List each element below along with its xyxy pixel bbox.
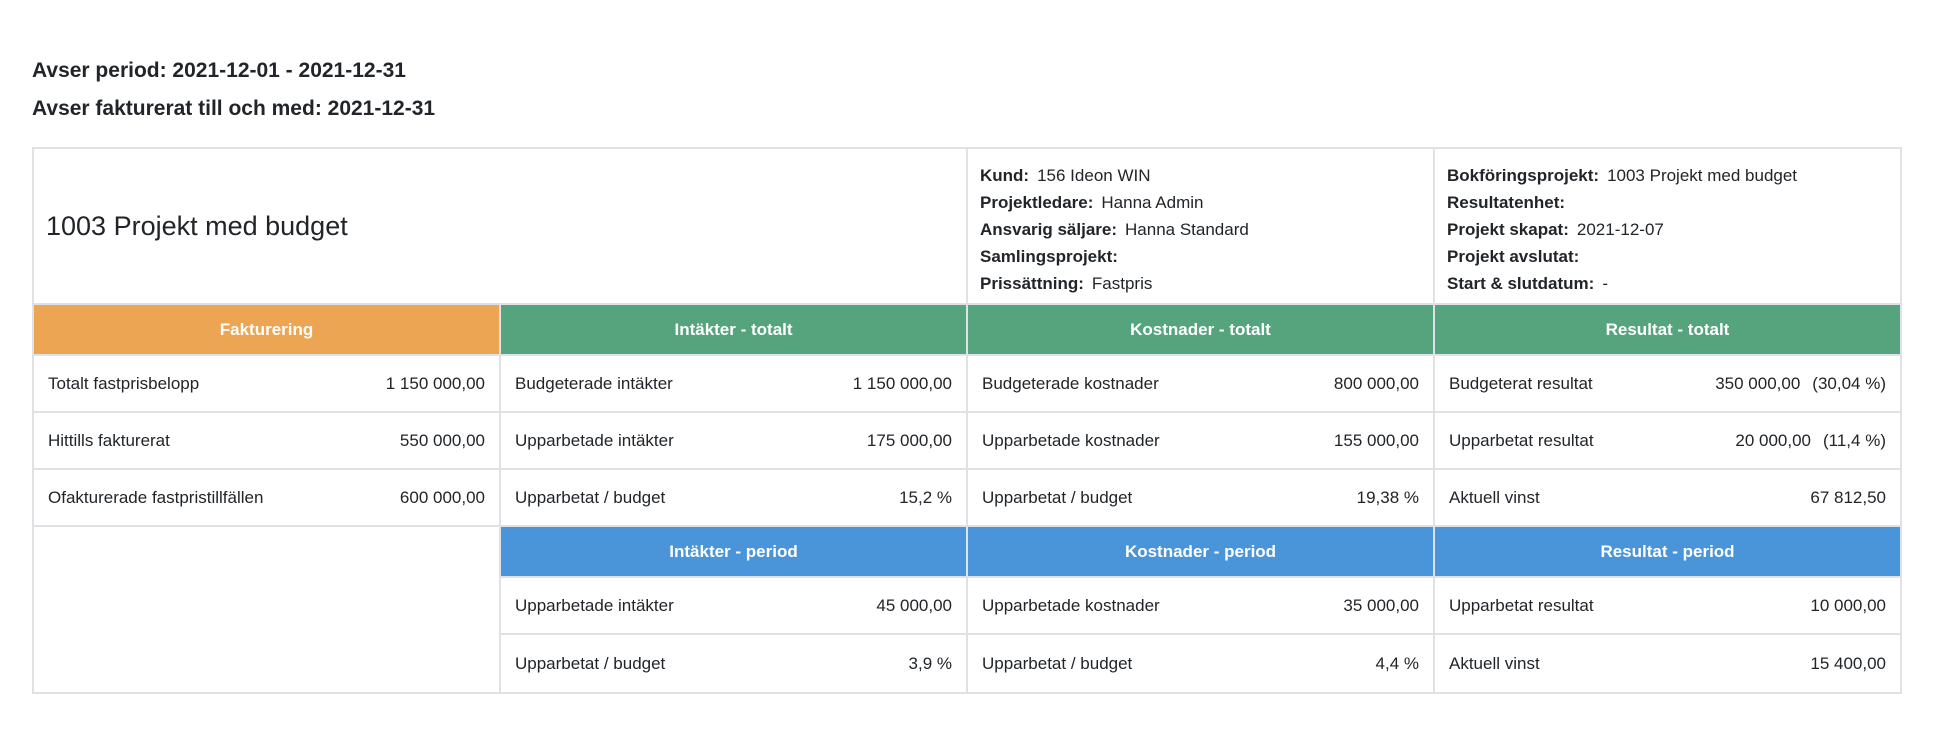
info-project-closed bbox=[1447, 243, 1888, 270]
info-value: - bbox=[1602, 274, 1609, 293]
info-project-created bbox=[1447, 216, 1888, 243]
invoicing-header: Fakturering bbox=[34, 305, 501, 356]
costs-total-row bbox=[968, 470, 1435, 527]
row-value: 15 400,00 bbox=[1810, 653, 1886, 673]
info-label: Resultatenhet: bbox=[1447, 193, 1566, 212]
income-total-row bbox=[501, 470, 968, 527]
result-total-row bbox=[1435, 470, 1900, 527]
row-percent: (30,04 %) bbox=[1812, 373, 1886, 393]
info-label: Kund: bbox=[980, 166, 1030, 185]
info-label: Projekt skapat: bbox=[1447, 220, 1569, 239]
info-label: Projekt avslutat: bbox=[1447, 247, 1580, 266]
report-header bbox=[32, 52, 435, 128]
row-amount: 20 000,00 bbox=[1735, 430, 1811, 450]
row-value: 800 000,00 bbox=[1333, 373, 1419, 393]
period-line: Avser period: 2021-12-01 - 2021-12-31 bbox=[32, 59, 406, 82]
income-period-row bbox=[501, 635, 968, 692]
row-value bbox=[1715, 374, 1886, 394]
row-label: Upparbetade intäkter bbox=[515, 595, 674, 615]
project-report-table bbox=[32, 147, 1902, 694]
costs-period-row bbox=[968, 635, 1435, 692]
income-period-header: Intäkter - period bbox=[501, 527, 968, 578]
result-period-header: Resultat - period bbox=[1435, 527, 1900, 578]
info-label: Ansvarig säljare: bbox=[980, 220, 1118, 239]
costs-total-row bbox=[968, 413, 1435, 470]
empty-invoicing-period bbox=[34, 527, 501, 692]
row-label: Budgeterade kostnader bbox=[982, 373, 1159, 393]
row-label: Budgeterat resultat bbox=[1449, 373, 1593, 393]
info-label: Bokföringsprojekt: bbox=[1447, 166, 1600, 185]
result-period-row bbox=[1435, 578, 1900, 635]
row-value: 45 000,00 bbox=[876, 595, 952, 615]
row-label: Upparbetat / budget bbox=[515, 653, 666, 673]
info-value: Fastpris bbox=[1091, 274, 1153, 293]
income-total-row bbox=[501, 413, 968, 470]
row-value bbox=[1735, 431, 1886, 451]
income-total-header: Intäkter - totalt bbox=[501, 305, 968, 356]
row-value: 35 000,00 bbox=[1343, 595, 1419, 615]
info-label: Start & slutdatum: bbox=[1447, 274, 1595, 293]
row-value: 175 000,00 bbox=[866, 430, 952, 450]
row-amount: 350 000,00 bbox=[1715, 373, 1801, 393]
info-value: Hanna Standard bbox=[1125, 220, 1249, 239]
row-label: Aktuell vinst bbox=[1449, 653, 1540, 673]
row-value: 67 812,50 bbox=[1810, 487, 1886, 507]
info-pricing bbox=[980, 270, 1421, 297]
info-label: Prissättning: bbox=[980, 274, 1084, 293]
result-total-row bbox=[1435, 356, 1900, 413]
row-label: Upparbetat resultat bbox=[1449, 595, 1594, 615]
info-label: Projektledare: bbox=[980, 193, 1094, 212]
row-label: Ofakturerade fastpristillfällen bbox=[48, 487, 264, 507]
row-label: Aktuell vinst bbox=[1449, 487, 1540, 507]
info-customer bbox=[980, 162, 1421, 189]
info-label: Samlingsprojekt: bbox=[980, 247, 1118, 266]
income-period-row bbox=[501, 578, 968, 635]
income-total-row bbox=[501, 356, 968, 413]
info-project-manager bbox=[980, 189, 1421, 216]
invoiced-until-line: Avser fakturerat till och med: 2021-12-31 bbox=[32, 97, 436, 120]
row-label: Upparbetade kostnader bbox=[982, 430, 1160, 450]
row-value: 3,9 % bbox=[908, 653, 952, 673]
row-label: Upparbetade intäkter bbox=[515, 430, 674, 450]
info-value: 1003 Projekt med budget bbox=[1607, 166, 1798, 185]
row-label: Hittills fakturerat bbox=[48, 430, 170, 450]
row-label: Upparbetat / budget bbox=[982, 653, 1133, 673]
row-percent: (11,4 %) bbox=[1823, 430, 1886, 450]
row-value: 600 000,00 bbox=[399, 487, 485, 507]
result-total-header: Resultat - totalt bbox=[1435, 305, 1900, 356]
row-label: Upparbetat resultat bbox=[1449, 430, 1594, 450]
info-start-end-date bbox=[1447, 270, 1888, 297]
row-value: 155 000,00 bbox=[1333, 430, 1419, 450]
costs-period-header: Kostnader - period bbox=[968, 527, 1435, 578]
result-total-row bbox=[1435, 413, 1900, 470]
invoicing-row bbox=[34, 356, 501, 413]
info-accounting-project bbox=[1447, 162, 1888, 189]
costs-total-row bbox=[968, 356, 1435, 413]
project-info-customer bbox=[968, 149, 1435, 305]
info-value: Hanna Admin bbox=[1101, 193, 1204, 212]
result-period-row bbox=[1435, 635, 1900, 692]
row-label: Totalt fastprisbelopp bbox=[48, 373, 200, 393]
info-value: 2021-12-07 bbox=[1576, 220, 1664, 239]
info-responsible-seller bbox=[980, 216, 1421, 243]
row-label: Upparbetat / budget bbox=[515, 487, 666, 507]
info-collection-project bbox=[980, 243, 1421, 270]
project-info-accounting bbox=[1435, 149, 1900, 305]
invoicing-row bbox=[34, 413, 501, 470]
row-label: Upparbetat / budget bbox=[982, 487, 1133, 507]
row-label: Budgeterade intäkter bbox=[515, 373, 673, 393]
project-title: 1003 Projekt med budget bbox=[34, 149, 968, 305]
row-value: 550 000,00 bbox=[399, 430, 485, 450]
info-result-unit bbox=[1447, 189, 1888, 216]
row-value: 1 150 000,00 bbox=[852, 373, 952, 393]
invoicing-row bbox=[34, 470, 501, 527]
row-value: 4,4 % bbox=[1375, 653, 1419, 673]
row-value: 15,2 % bbox=[899, 487, 952, 507]
costs-period-row bbox=[968, 578, 1435, 635]
row-value: 10 000,00 bbox=[1810, 595, 1886, 615]
row-value: 1 150 000,00 bbox=[385, 373, 485, 393]
info-value: 156 Ideon WIN bbox=[1037, 166, 1151, 185]
costs-total-header: Kostnader - totalt bbox=[968, 305, 1435, 356]
row-value: 19,38 % bbox=[1356, 487, 1419, 507]
row-label: Upparbetade kostnader bbox=[982, 595, 1160, 615]
